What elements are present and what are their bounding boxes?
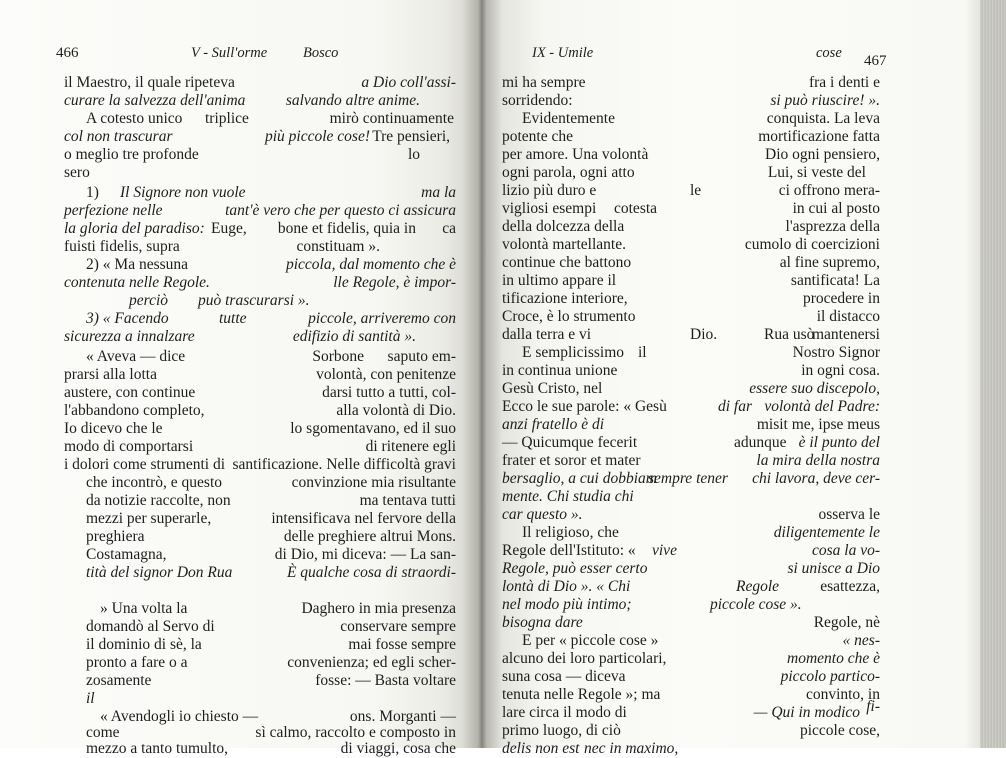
text-line: in ogni cosa. (801, 362, 880, 379)
text-line: esattezza, (820, 578, 880, 595)
text-line: tenuta nelle Regole »; ma (502, 686, 661, 703)
text-line: tificazione interiore, (502, 290, 628, 307)
text-line: Tre pensieri, (372, 128, 450, 145)
text-line: piccola, dal momento che è (285, 256, 456, 273)
text-line: mortificazione fatta (758, 128, 880, 145)
text-line: edifizio di santità ». (292, 328, 416, 345)
text-line: mirò continuamente (329, 110, 454, 127)
text-line: il (638, 344, 647, 361)
text-line: Euge, (211, 220, 247, 237)
text-line: diligentemente le (773, 524, 880, 541)
text-line: tant'è vero che per questo ci assicura (225, 202, 456, 219)
text-line: « nes- (842, 632, 880, 649)
text-line: che incontrò, e questo (86, 474, 223, 491)
text-line: lare circa il modo di (502, 704, 627, 721)
text-line: ons. Morganti — (349, 708, 456, 725)
text-line: 3) « Facendo (86, 310, 169, 327)
text-line: procedere in (802, 290, 880, 307)
text-line: mente. Chi studia chi (502, 488, 634, 505)
text-line: conservare sempre (340, 618, 456, 635)
text-line: triplice (205, 110, 249, 127)
text-line: a Dio coll'assi- (361, 74, 456, 91)
text-line: E per « piccole cose » (522, 632, 659, 649)
text-line: — Qui in modico (753, 704, 860, 721)
text-line: bisogna dare (502, 614, 583, 631)
text-line: la mira della nostra (756, 452, 880, 469)
text-line: chi lavora, deve cer- (752, 470, 880, 487)
text-line: intensificava nel fervore della (271, 510, 456, 527)
text-line: nec in maximo, (584, 740, 679, 757)
running-header-left: V - Sull'orme (191, 45, 268, 61)
text-line: Regole dell'Istituto: « (502, 542, 636, 559)
text-line: 1) (86, 184, 99, 201)
text-line: l'asprezza della (785, 218, 880, 235)
text-line: al fine supremo, (779, 254, 880, 271)
text-line: per amore. Una volontà (502, 146, 649, 163)
text-line: cosa la vo- (811, 542, 880, 559)
text-line: ci offrono mera- (778, 182, 880, 199)
text-line: volontà, con penitenze (316, 366, 456, 383)
text-line: car questo ». (502, 506, 583, 523)
text-line: curare la salvezza dell'anima (64, 92, 246, 109)
text-line: 2) « Ma nessuna (86, 256, 189, 273)
text-line: Rua usò (764, 326, 815, 343)
text-line: fra i denti e (808, 74, 880, 91)
text-line: in ultimo appare il (502, 272, 617, 289)
text-line: mezzi per superarle, (86, 510, 212, 527)
text-line: salvando altre anime. (285, 92, 420, 109)
text-line: è il punto del (798, 434, 880, 451)
text-line: perciò (129, 292, 169, 309)
page-number: 466 (56, 45, 79, 61)
text-line: Gesù Cristo, nel (502, 380, 603, 397)
running-header-right: cose (816, 45, 842, 61)
text-line: la gloria del paradiso: (64, 220, 205, 237)
text-line: lo sgomentavano, ed il suo (290, 420, 456, 437)
text-line: può trascurarsi ». (198, 292, 310, 309)
text-line: sì calmo, raccolto e composto in (255, 724, 456, 741)
text-line: piccolo partico- (780, 668, 880, 685)
text-line: prarsi alla lotta (64, 366, 157, 383)
text-line: perfezione nelle (64, 202, 163, 219)
text-line: piccole cose ». (710, 596, 802, 613)
text-line: Nostro Signor (792, 344, 880, 361)
text-line: » Una volta la (100, 600, 188, 617)
page-edge (980, 0, 1006, 748)
text-line: l'abbandono completo, (64, 402, 205, 419)
text-line: nel modo più intimo; (502, 596, 632, 613)
text-line: vigliosi esempi (502, 200, 597, 217)
text-line: anzi fratello è di (502, 416, 605, 433)
text-line: alla volontà di Dio. (336, 402, 456, 419)
text-line: misit me, ipse meus (756, 416, 880, 433)
text-line: austere, con continue (64, 384, 196, 401)
text-line: saputo em- (387, 348, 456, 365)
text-line: mezzo a tanto tumulto, (86, 740, 229, 757)
text-line: Evidentemente (522, 110, 615, 127)
text-line: modo di comportarsi (64, 438, 194, 455)
text-line: ma la (421, 184, 456, 201)
text-line: sero (64, 164, 90, 181)
text-line: essere suo discepolo, (749, 380, 880, 397)
text-line: Daghero in mia presenza (301, 600, 456, 617)
text-line: come (86, 724, 120, 741)
text-line: E semplicissimo (522, 344, 625, 361)
text-line: cumolo di coercizioni (744, 236, 880, 253)
text-line: conquista. La leva (766, 110, 880, 127)
text-line: mai fosse sempre (348, 636, 456, 653)
text-line: fi- (866, 698, 880, 715)
text-line: fuisti fidelis, supra (64, 238, 180, 255)
text-line: convinzione mia risultante (291, 474, 456, 491)
text-line: lo (407, 146, 420, 163)
text-line: contenuta nelle Regole. (64, 274, 210, 291)
text-line: osserva le (818, 506, 880, 523)
text-line: fosse: — Basta voltare (315, 672, 456, 689)
text-line: constituam ». (296, 238, 380, 255)
text-line: delle preghiere altrui Mons. (283, 528, 456, 545)
text-line: delis non est (502, 740, 580, 757)
text-line: bone et fidelis, quia in (277, 220, 416, 237)
text-line: ogni parola, ogni atto (502, 164, 635, 181)
text-line: le (690, 182, 702, 199)
text-line: santificata! La (790, 272, 880, 289)
text-line: momento che è (787, 650, 880, 667)
text-line: potente che (502, 128, 574, 145)
text-line: mantenersi (811, 326, 880, 343)
text-line: adunque (734, 434, 787, 451)
text-line: il distacco (816, 308, 880, 325)
text-line: Ecco le sue parole: « Gesù (502, 398, 667, 415)
text-line: Il religioso, che (522, 524, 619, 541)
text-line: mi ha sempre (502, 74, 586, 91)
text-line: o meglio tre profonde (64, 146, 199, 163)
text-line: zosamente (86, 672, 152, 689)
text-line: il Maestro, il quale ripeteva (64, 74, 235, 91)
text-line: di ritenere egli (365, 438, 456, 455)
text-line: di viaggi, cosa che (340, 740, 456, 757)
text-line: col non trascurar (64, 128, 173, 145)
text-line: cotesta (614, 200, 658, 217)
running-header-right: Bosco (303, 45, 339, 61)
left-page (0, 0, 480, 757)
book-gutter (462, 0, 502, 748)
text-line: i dolori come strumenti di (64, 456, 226, 473)
text-line: santificazione. Nelle difficoltà gravi (232, 456, 456, 473)
text-line: A cotesto unico (86, 110, 183, 127)
text-line: Regole, può esser certo (502, 560, 648, 577)
text-line: ca (442, 220, 456, 237)
text-line: in cui al posto (792, 200, 880, 217)
text-line: Il Signore non vuole (120, 184, 246, 201)
text-line: lle Regole, è impor- (333, 274, 456, 291)
text-line: Dio. (690, 326, 718, 343)
text-line: più piccole cose! (264, 128, 370, 145)
text-line: vive (652, 542, 677, 559)
running-header-left: IX - Umile (532, 45, 594, 61)
text-line: volontà del Padre: (764, 398, 880, 415)
text-line: lontà di Dio ». « Chi (502, 578, 631, 595)
text-line: il dominio di sè, la (86, 636, 202, 653)
text-line: piccole, arriveremo con (308, 310, 456, 327)
text-line: preghiera (86, 528, 145, 545)
text-line: tità del signor Don Rua (86, 564, 233, 581)
text-line: alcuno dei loro particolari, (502, 650, 667, 667)
text-line: bersaglio, a cui dobbiam (502, 470, 657, 487)
text-line: pronto a fare o a (86, 654, 188, 671)
text-line: il (86, 690, 95, 707)
text-line: dalla terra e vi (502, 326, 592, 343)
text-line: convinto, in (805, 686, 880, 703)
text-line: Io dicevo che le (64, 420, 163, 437)
text-line: convenienza; ed egli scher- (287, 654, 456, 671)
text-line: Lui, si veste del (767, 164, 866, 181)
text-line: ma tentava tutti (359, 492, 456, 509)
text-line: volontà martellante. (502, 236, 626, 253)
text-line: di far (718, 398, 753, 415)
page-number: 467 (864, 53, 887, 69)
text-line: sicurezza a innalzare (64, 328, 195, 345)
text-line: domandò al Servo di (86, 618, 215, 635)
text-line: Regole, nè (813, 614, 880, 631)
text-line: È qualche cosa di straordi- (286, 564, 456, 581)
text-line: lizio più duro e (502, 182, 597, 199)
text-line: Croce, è lo strumento (502, 308, 636, 325)
text-line: in continua unione (502, 362, 618, 379)
text-line: Dio ogni pensiero, (765, 146, 880, 163)
text-line: della dolcezza della (502, 218, 625, 235)
text-line: sorridendo: (502, 92, 573, 109)
text-line: primo luogo, di ciò (502, 722, 621, 739)
text-line: sempre tener (648, 470, 728, 487)
text-line: Sorbone (312, 348, 364, 365)
text-line: di Dio, mi diceva: — La san- (274, 546, 456, 563)
text-line: piccole cose, (799, 722, 880, 739)
text-line: da notizie raccolte, non (86, 492, 231, 509)
text-line: Costamagna, (86, 546, 167, 563)
text-line: tutte (219, 310, 247, 327)
text-line: si può riuscire! ». (770, 92, 880, 109)
text-line: Regole (736, 578, 780, 595)
text-line: darsi tutto a tutti, col- (322, 384, 456, 401)
text-line: frater et soror et mater (502, 452, 641, 469)
text-line: « Aveva — dice (86, 348, 186, 365)
text-line: continue che battono (502, 254, 632, 271)
right-page (480, 0, 1006, 757)
text-line: « Avendogli io chiesto — (100, 708, 259, 725)
text-line: si unisce a Dio (787, 560, 880, 577)
text-line: — Quicumque fecerit (502, 434, 638, 451)
text-line: suna cosa — diceva (502, 668, 626, 685)
